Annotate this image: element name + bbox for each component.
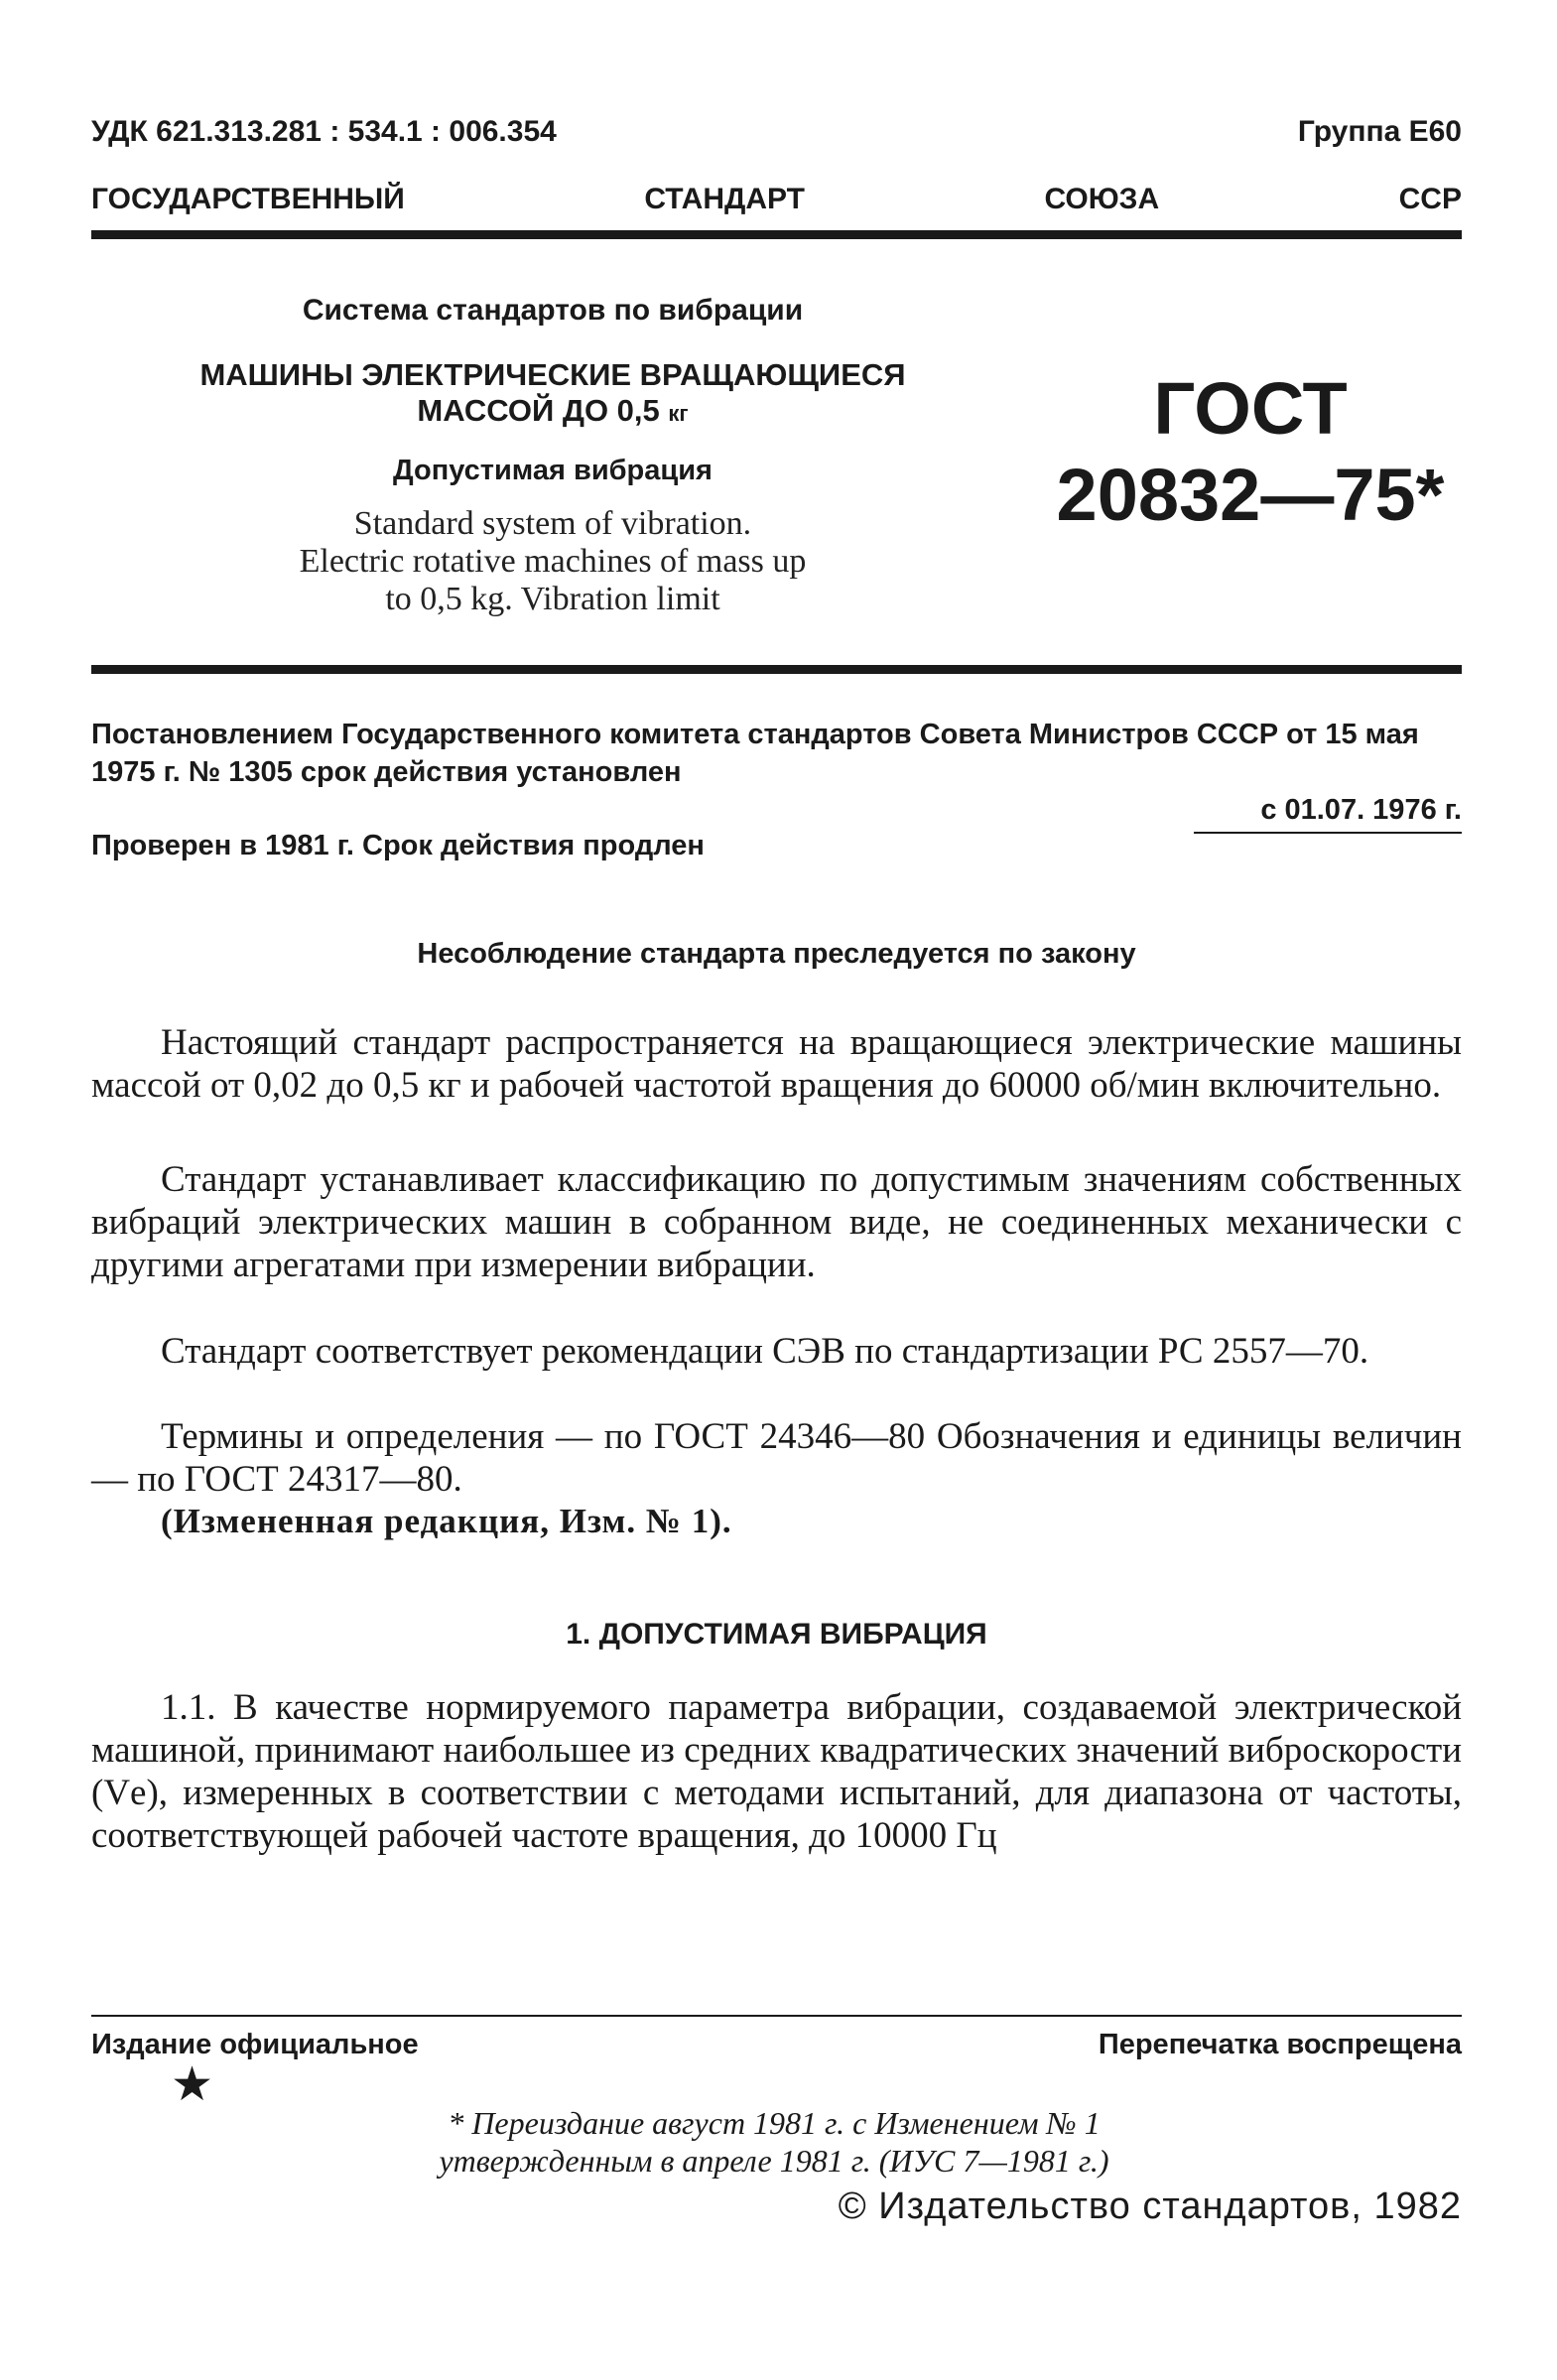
machine-title-line2 xyxy=(91,393,1014,429)
amendment-note: (Измененная редакция, Изм. № 1). xyxy=(161,1502,732,1540)
english-title-line2: Electric rotative machines of mass up xyxy=(299,542,807,580)
header-rule xyxy=(91,230,1462,239)
paragraph-sev: Стандарт соответствует рекомендации СЭВ по стандартизации РС 2557—70. xyxy=(161,1331,1369,1372)
effective-date: с 01.07. 1976 г. xyxy=(1260,794,1462,826)
title-block xyxy=(91,294,1014,618)
paragraph-classification: Стандарт устанавливает классификацию по допустимым значениям собственных вибраций электрических машин в собранном виде, не соединенных механически с другими агрегатами при измерении вибрации. xyxy=(91,1159,1462,1285)
footer-rule xyxy=(91,2015,1462,2017)
gost-label: ГОСТ xyxy=(1153,367,1348,450)
title-rule xyxy=(91,665,1462,674)
group-code: Группа Е60 xyxy=(1297,115,1462,148)
english-title-line1: Standard system of vibration. xyxy=(353,504,752,542)
ussr-word: ССР xyxy=(1398,183,1462,215)
machine-title-mass: МАССОЙ ДО 0,5 xyxy=(417,392,660,428)
reissue-line1: * Переиздание август 1981 г. с Изменением № 1 xyxy=(448,2105,1101,2141)
reissue-line2: утвержденным в апреле 1981 г. (ИУС 7—1981 г.) xyxy=(439,2143,1109,2180)
machine-title-unit: кг xyxy=(668,400,689,426)
copyright: © Издательство стандартов, 1982 xyxy=(838,2185,1462,2227)
gost-number: 20832—75* xyxy=(1056,454,1445,537)
udk-code: УДК 621.313.281 : 534.1 : 006.354 xyxy=(91,115,557,148)
english-title xyxy=(91,505,1014,618)
star-icon: ★ xyxy=(171,2058,214,2111)
standard-word: СТАНДАРТ xyxy=(644,183,805,215)
allowable-vibration-subtitle: Допустимая вибрация xyxy=(393,454,713,486)
section-heading: 1. ДОПУСТИМАЯ ВИБРАЦИЯ xyxy=(566,1618,987,1651)
legal-warning: Несоблюдение стандарта преследуется по закону xyxy=(417,938,1136,970)
english-title-line3: to 0,5 kg. Vibration limit xyxy=(385,581,720,618)
union-word: СОЮЗА xyxy=(1044,183,1160,215)
official-edition: Издание официальное xyxy=(91,2029,419,2060)
machine-title-line1: МАШИНЫ ЭЛЕКТРИЧЕСКИЕ ВРАЩАЮЩИЕСЯ xyxy=(199,357,906,392)
checked-note: Проверен в 1981 г. Срок действия продлен xyxy=(91,830,705,861)
system-title: Система стандартов по вибрации xyxy=(302,294,804,327)
reprint-prohibited: Перепечатка воспрещена xyxy=(1098,2029,1462,2060)
reissue-note xyxy=(278,2104,1270,2181)
machine-title xyxy=(91,357,1014,429)
paragraph-scope: Настоящий стандарт распространяется на вращающиеся электрические машины массой от 0,02 до 0,5 кг и рабочей частотой вращения до 60000 об/мин включительно. xyxy=(91,1022,1462,1106)
decree-text: Постановлением Государственного комитета стандартов Совета Министров СССР от 15 мая 1975 г. № 1305 срок действия установлен xyxy=(91,719,1419,788)
state-standard-title xyxy=(91,183,1462,216)
paragraph-terms: Термины и определения — по ГОСТ 24346—80 Обозначения и единицы величин — по ГОСТ 24317—80. xyxy=(91,1416,1462,1500)
effective-date-underline xyxy=(1194,832,1462,834)
paragraph-1-1: 1.1. В качестве нормируемого параметра вибрации, создаваемой электрической машиной, принимают наибольшее из средних квадратических значений виброскорости (Vе), измеренных в соответствии с методами испытаний, для диапазона от частоты, соответствующей рабочей частоте вращения, до 10000 Гц xyxy=(91,1687,1462,1856)
state-word: ГОСУДАРСТВЕННЫЙ xyxy=(91,183,405,215)
gost-designation xyxy=(1002,365,1498,539)
